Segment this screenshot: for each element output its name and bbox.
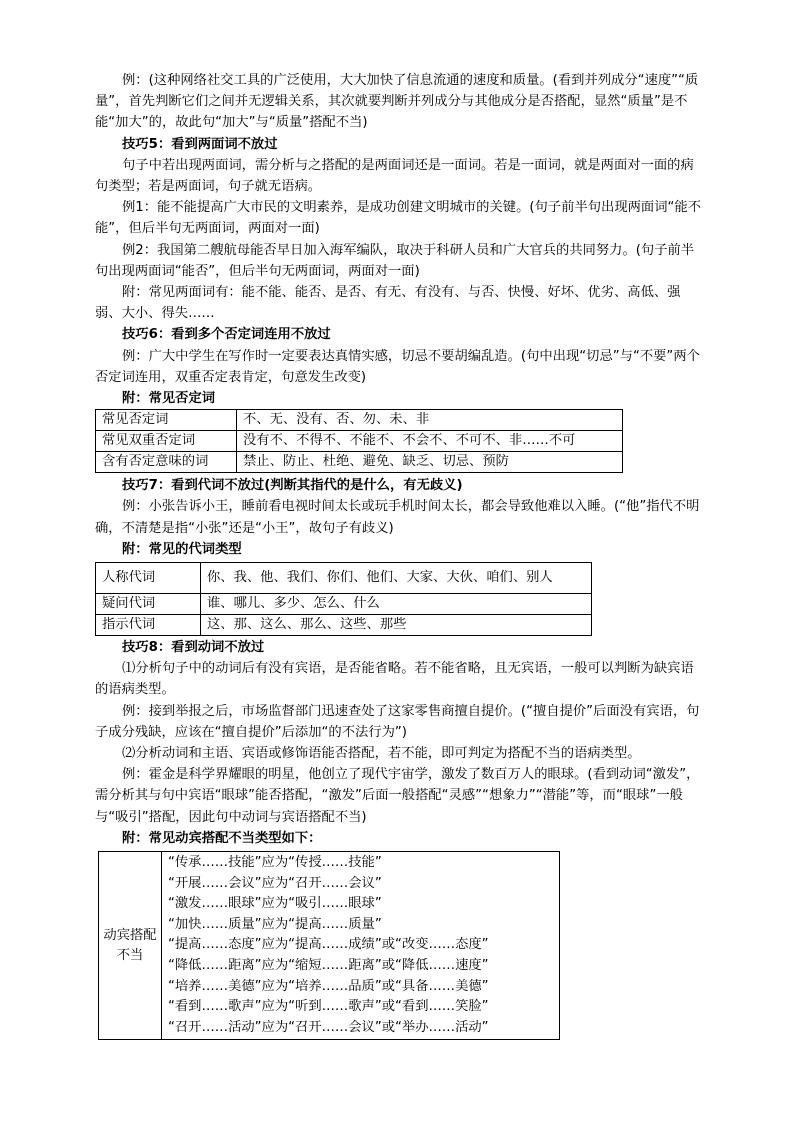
tip8-point-2: ⑵分析动词和主语、宾语或修饰语能否搭配，若不能，即可判定为搭配不当的语病类型。 bbox=[122, 746, 641, 762]
pair-line: “召开……活动”应为“召开……会议”或“举办……活动” bbox=[168, 1019, 489, 1035]
tip5-note: 附：常见两面词有：能不能、能否、是否、有无、有没有、与否、快慢、好坏、优劣、高低、强弱、大小、得失…… bbox=[95, 285, 681, 322]
tip5-example-1: 例1：能不能提高广大市民的文明素养，是成功创建文明城市的关键。(句子前半句出现两面词“能不能”，但后半句无两面词，两面对一面) bbox=[95, 200, 702, 237]
table-cell: 人称代词 bbox=[96, 563, 201, 594]
tip8-example-1: 例：接到举报之后，市场监督部门迅速查处了这家零售商擅自提价。(“擅自提价”后面没有宾语，句子成分残缺，应该在“擅自提价”后添加“的不法行为”) bbox=[95, 703, 700, 740]
tip8-point-1: ⑴分析句子中的动词后有没有宾语，是否能省略。若不能省略，且无宾语，一般可以判断为缺宾语的语病类型。 bbox=[95, 661, 694, 698]
tip5-heading: 技巧5：看到两面词不放过 bbox=[122, 136, 278, 152]
pair-line: “降低……距离”应为“缩短……距离”或“降低……速度” bbox=[168, 958, 489, 974]
pair-line: “培养……美德”应为“培养……品质”或“具备……美德” bbox=[168, 978, 489, 994]
tip7-heading: 技巧7：看到代词不放过(判断其指代的是什么，有无歧义) bbox=[122, 478, 463, 494]
table-row bbox=[96, 410, 623, 431]
table-row bbox=[96, 615, 592, 636]
negation-table-heading: 附：常见否定词 bbox=[122, 391, 216, 407]
pronoun-table-heading: 附：常见的代词类型 bbox=[122, 541, 242, 557]
table-cell: 常见否定词 bbox=[96, 410, 237, 431]
tip8-example-2: 例：霍金是科学界耀眼的明星，他创立了现代宇宙学，激发了数百万人的眼球。(看到动词“激发”，需分析其与句中宾语“眼球”能否搭配，“激发”后面一般搭配“灵感”“想象力”“潜能”等，而“眼球”一般与“吸引”搭配，因此句中动词与宾语搭配不当) bbox=[95, 767, 700, 825]
document-page bbox=[95, 70, 707, 1040]
tip7-example: 例：小张告诉小王，睡前看电视时间太长或玩手机时间太长，都会导致他难以入睡。(“他”指代不明确，不清楚是指“小张”还是“小王”，故句子有歧义) bbox=[95, 499, 700, 536]
table-label-cell: 动宾搭配不当 bbox=[99, 852, 162, 1040]
table-row bbox=[96, 452, 623, 473]
table-row bbox=[96, 594, 592, 615]
pronoun-types-table bbox=[95, 562, 592, 636]
verb-object-table-heading: 附：常见动宾搭配不当类型如下： bbox=[122, 830, 322, 846]
table-pairs-cell bbox=[162, 852, 560, 1040]
tip6-example: 例：广大中学生在写作时一定要表达真情实感，切忌不要胡编乱造。(句中出现“切忌”与“不要”两个否定词连用，双重否定表肯定，句意发生改变) bbox=[95, 348, 700, 385]
pair-line: “加快……质量”应为“提高……质量” bbox=[168, 916, 382, 932]
pair-line: “提高……态度”应为“提高……成绩”或“改变……态度” bbox=[168, 937, 489, 953]
tip8-heading: 技巧8：看到动词不放过 bbox=[122, 640, 265, 656]
table-row bbox=[96, 431, 623, 452]
pair-line: “开展……会议”应为“召开……会议” bbox=[168, 875, 382, 891]
table-cell: 这、那、这么、那么、这些、那些 bbox=[201, 615, 592, 636]
pair-line: “传承……技能”应为“传授……技能” bbox=[168, 855, 382, 871]
tip5-example-2: 例2：我国第二艘航母能否早日加入海军编队，取决于科研人员和广大官兵的共同努力。(句子前半句出现两面词“能否”，但后半句无两面词，两面对一面) bbox=[95, 242, 695, 279]
table-cell: 含有否定意味的词 bbox=[96, 452, 237, 473]
pair-line: “激发……眼球”应为“吸引……眼球” bbox=[168, 896, 382, 912]
tip6-heading: 技巧6：看到多个否定词连用不放过 bbox=[122, 327, 331, 343]
verb-object-table bbox=[98, 851, 560, 1040]
example-paragraph: 例：(这种网络社交工具的广泛使用，大大加快了信息流通的速度和质量。(看到并列成分“速度”“质量”，首先判断它们之间并无逻辑关系，其次就要判断并列成分与其他成分是否搭配，显然“质量”是不能“加大”的，故此句“加大”与“质量”搭配不当) bbox=[95, 73, 699, 131]
negation-words-table bbox=[95, 409, 623, 473]
table-cell: 指示代词 bbox=[96, 615, 201, 636]
table-cell: 不、无、没有、否、勿、未、非 bbox=[237, 410, 623, 431]
table-cell: 疑问代词 bbox=[96, 594, 201, 615]
table-row bbox=[99, 852, 560, 1040]
table-cell: 常见双重否定词 bbox=[96, 431, 237, 452]
table-cell: 没有不、不得不、不能不、不会不、不可不、非……不可 bbox=[237, 431, 623, 452]
table-cell: 谁、哪儿、多少、怎么、什么 bbox=[201, 594, 592, 615]
table-cell: 你、我、他、我们、你们、他们、大家、大伙、咱们、别人 bbox=[201, 563, 592, 594]
table-row bbox=[96, 563, 592, 594]
tip5-body: 句子中若出现两面词，需分析与之搭配的是两面词还是一面词。若是一面词，就是两面对一面的病句类型；若是两面词，句子就无语病。 bbox=[95, 157, 694, 195]
pair-line: “看到……歌声”应为“听到……歌声”或“看到……笑脸” bbox=[168, 999, 489, 1015]
table-cell: 禁止、防止、杜绝、避免、缺乏、切忌、预防 bbox=[237, 452, 623, 473]
